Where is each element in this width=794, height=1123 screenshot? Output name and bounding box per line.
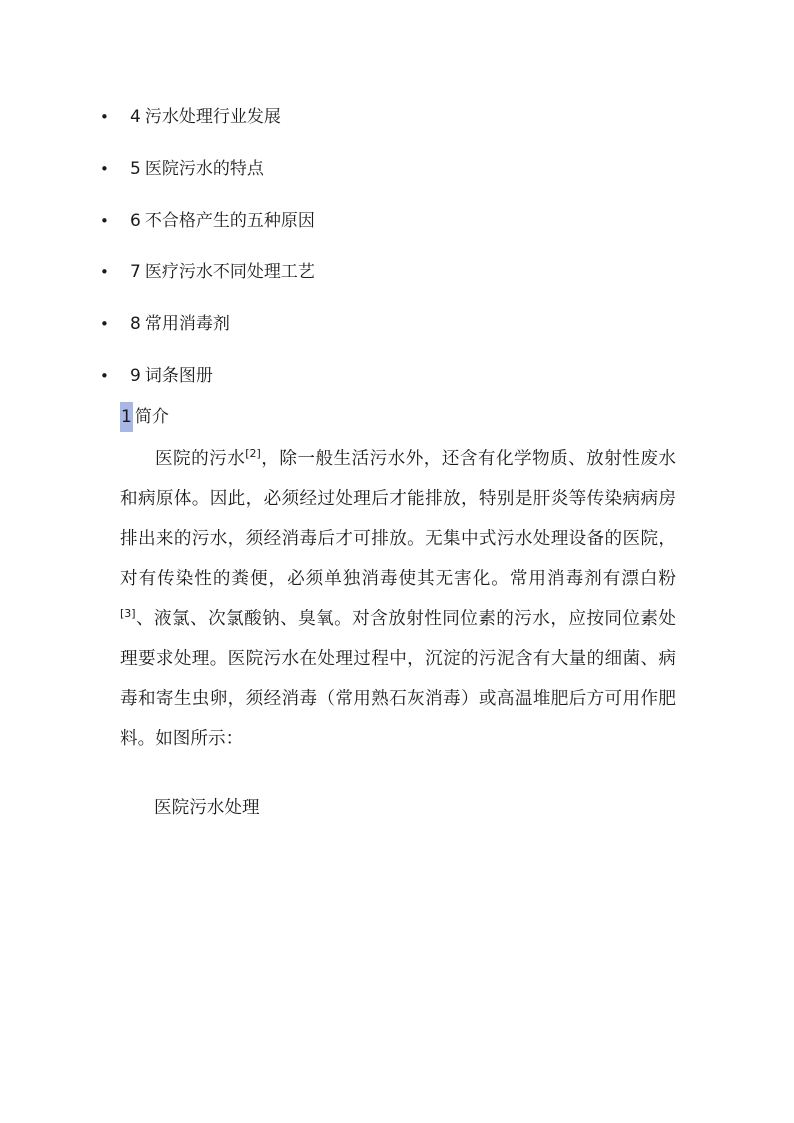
toc-item-8[interactable]	[100, 309, 230, 339]
body-text-segment: 医院的污水	[155, 449, 246, 469]
toc-item-6[interactable]	[100, 206, 315, 236]
toc-item-number: 6	[130, 211, 141, 231]
bullet-icon: •	[100, 315, 109, 333]
toc-item-number: 4	[130, 107, 141, 127]
section-number[interactable]: 1	[120, 402, 133, 432]
bullet-icon: •	[100, 160, 109, 178]
bullet-icon: •	[100, 367, 109, 385]
bullet-icon: •	[100, 108, 109, 126]
toc-item-9[interactable]	[100, 361, 213, 391]
figure-caption: 医院污水处理	[154, 798, 260, 818]
bullet-icon: •	[100, 263, 109, 281]
toc-item-label: 词条图册	[144, 366, 213, 386]
toc-item-number: 9	[130, 366, 141, 386]
toc-item-number: 8	[130, 314, 141, 334]
bullet-icon: •	[100, 212, 109, 230]
citation-link[interactable]: [2]	[245, 447, 261, 461]
toc-item-5[interactable]	[100, 154, 264, 184]
toc-item-label: 不合格产生的五种原因	[144, 211, 315, 231]
toc-item-label: 污水处理行业发展	[144, 107, 281, 127]
toc-item-4[interactable]	[100, 102, 281, 132]
toc-item-label: 医疗污水不同处理工艺	[144, 262, 315, 282]
toc-item-number: 5	[130, 159, 141, 179]
toc-item-label: 常用消毒剂	[144, 314, 230, 334]
toc-item-label: 医院污水的特点	[144, 159, 264, 179]
toc-item-7[interactable]	[100, 257, 315, 287]
section-heading	[120, 402, 169, 432]
section-title: 简介	[134, 407, 169, 427]
toc-item-number: 7	[130, 262, 141, 282]
body-text-segment: 、液氯、次氯酸钠、臭氧。对含放射性同位素的污水，应按同位素处理要求处理。医院污水在处理过程中，沉淀的污泥含有大量的细菌、病毒和寄生虫卵，须经消毒（常用熟石灰消毒）或高温堆肥后方可用作肥料。如图所示：	[120, 609, 676, 749]
citation-link[interactable]: [3]	[120, 607, 136, 621]
body-paragraph	[120, 439, 676, 759]
body-text-segment: ，除一般生活污水外，还含有化学物质、放射性废水和病原体。因此，必须经过处理后才能排放，特别是肝炎等传染病病房排出来的污水，须经消毒后才可排放。无集中式污水处理设备的医院，对有传染性的粪便，必须单独消毒使其无害化。常用消毒剂有漂白粉	[120, 449, 676, 589]
